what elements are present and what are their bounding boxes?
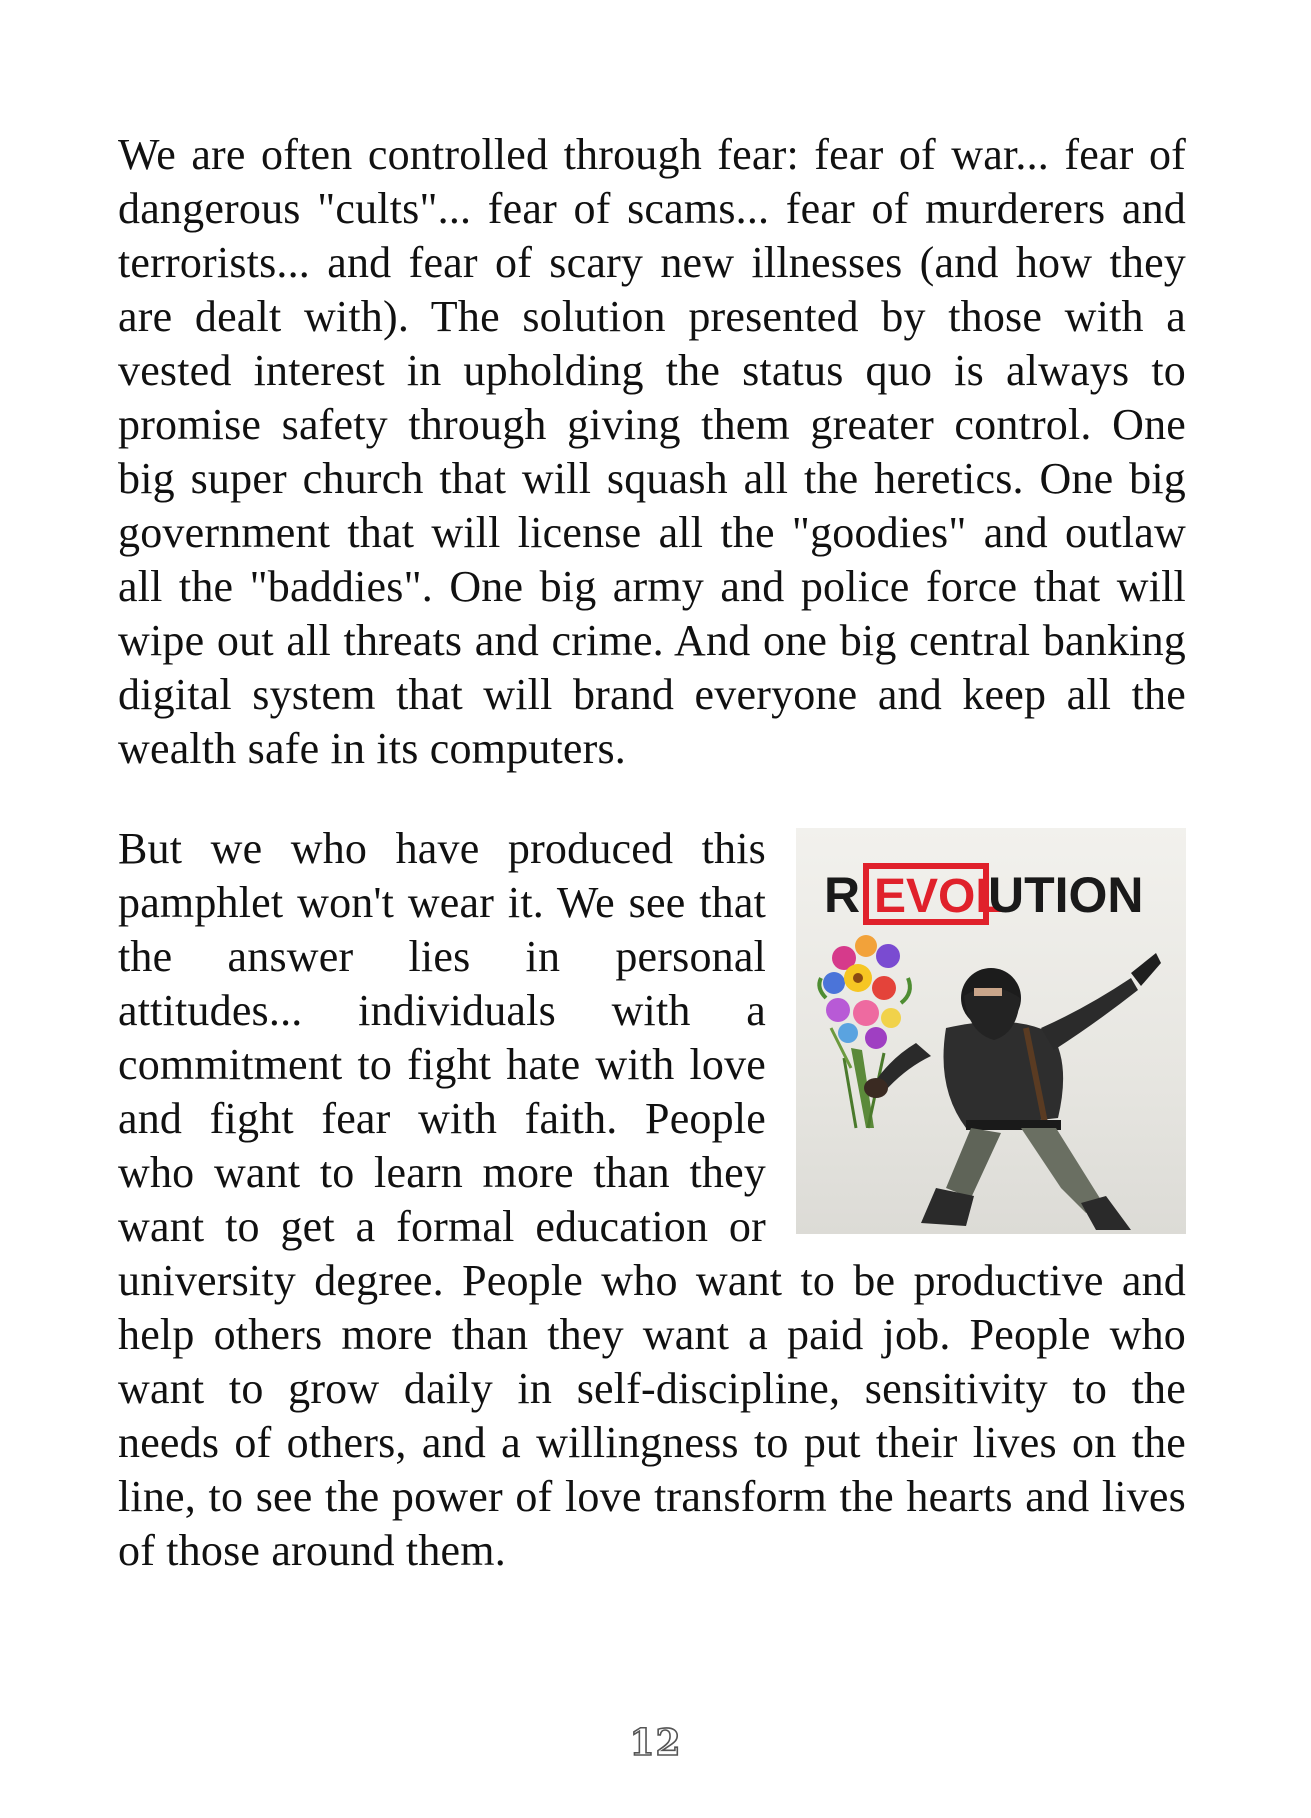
title-right: UTION <box>988 867 1144 923</box>
revolution-title <box>824 866 1144 923</box>
revolution-illustration <box>796 828 1186 1234</box>
paragraph-1: We are often controlled through fear: fear of war... fear of dangerous "cults"... fear of scams... fear of murderers and terrorists... and fear of scary new illnesses (and how they are dealt with). The solution presented by those with a vested interest in upholding the status quo is always to promise safety through giving them greater control. One big super church that will squash all the heretics. One big government that will license all the "goodies" and outlaw all the "baddies". One big army and police force that will wipe out all threats and crime. And one big central banking digital system that will brand everyone and keep all the wealth safe in its computers. <box>118 130 1186 773</box>
title-stamp: EVOL <box>874 870 1005 923</box>
title-left: R <box>824 867 861 923</box>
flower-bouquet-icon <box>819 935 910 1128</box>
page-content <box>118 128 1186 1578</box>
paragraph-2: But we who have produced this pamphlet won't wear it. We see that the answer lies in personal attitudes... individuals with a commitment to fight hate with love and fight fear with faith. People who want to learn more than they want to get a formal education or university degree. People who want to be productive and help others more than they want a paid job. People who want to grow daily in self-discipline, sensitivity to the needs of others, and a willingness to put their lives on the line, to see the power of love transform the hearts and lives of those around them. <box>118 824 1186 1575</box>
page-number: 12 <box>629 1722 682 1764</box>
